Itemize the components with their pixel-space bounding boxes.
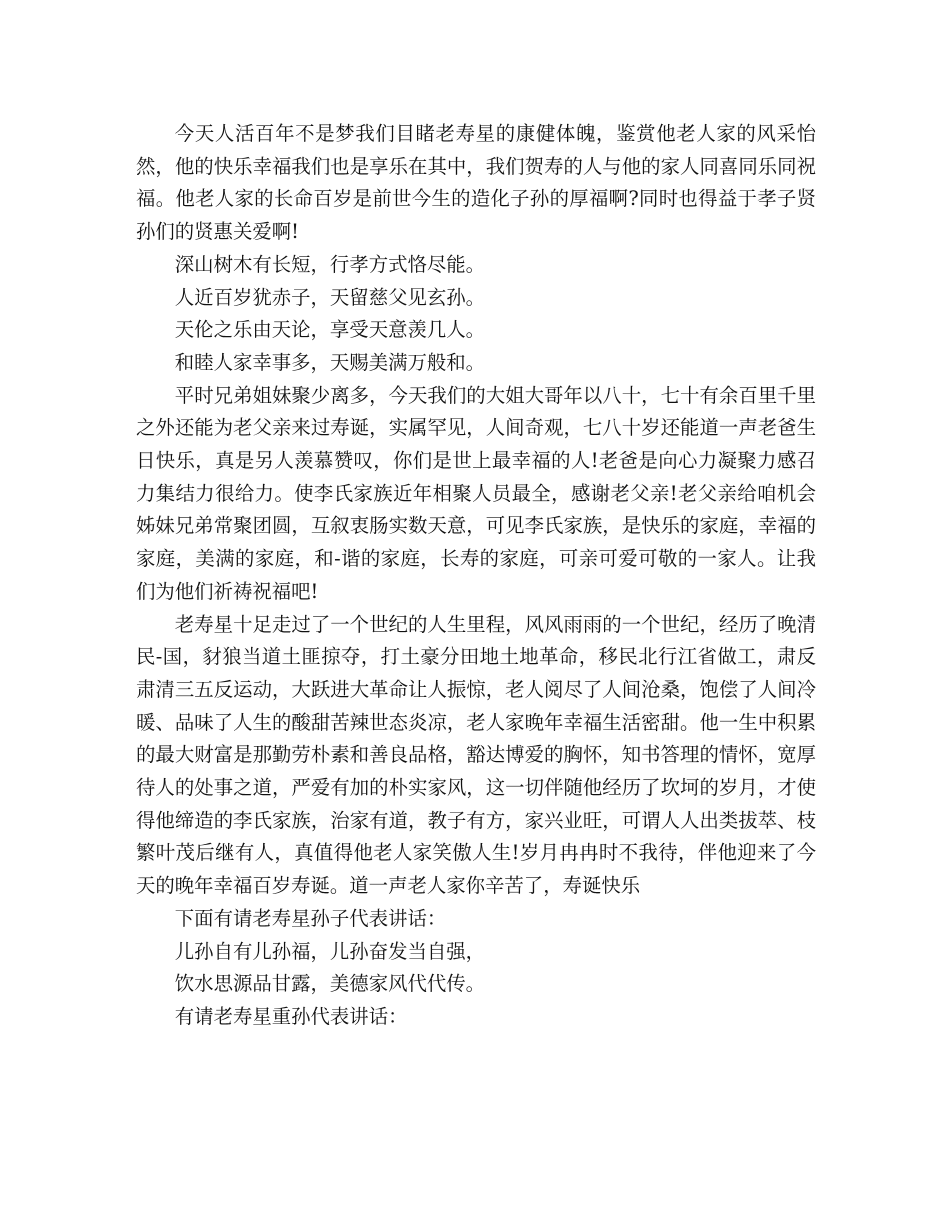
poem-line-1: 深山树木有长短，行孝方式恪尽能。 — [174, 252, 486, 276]
poem-line-4: 和睦人家幸事多，天赐美满万般和。 — [174, 350, 486, 374]
poem-line-2: 人近百岁犹赤子，天留慈父见玄孙。 — [174, 285, 486, 309]
poem-line-3: 天伦之乐由天论，享受天意羡几人。 — [174, 318, 486, 342]
paragraph-life-story: 老寿星十足走过了一个世纪的人生里程，风风雨雨的一个世纪，经历了晚清民-国，豺狼当道土匪掠夺，打土豪分田地土地革命，移民北行江省做工，肃反肃清三五反运动，大跃进大革命让人振惊，老人阅尽了人间沧桑，饱偿了人间冷暖、品味了人生的酸甜苦辣世态炎凉，老人家晚年幸福生活密甜。他一生中积累的最大财富是那勤劳朴素和善良品格，豁达博爱的胸怀，知书答理的情怀，宽厚待人的处事之道，严爱有加的朴实家风，这一切伴随他经历了坎坷的岁月，才使得他缔造的李氏家族，治家有道，教子有方，家兴业旺，可谓人人出类拔萃、枝繁叶茂后继有人，真值得他老人家笑傲人生!岁月冉冉时不我待，伴他迎来了今天的晚年幸福百岁寿诞。道一声老人家你辛苦了，寿诞快乐 — [136, 612, 816, 898]
paragraph-family-reunion: 平时兄弟姐妹聚少离多，今天我们的大姐大哥年以八十，七十有余百里千里之外还能为老父亲来过寿诞，实属罕见，人间奇观，七八十岁还能道一声老爸生日快乐，真是另人羡慕赞叹，你们是世上最幸福的人!老爸是向心力凝聚力感召力集结力很给力。使李氏家族近年相聚人员最全，感谢老父亲!老父亲给咱机会姊妹兄弟常聚团圆，互叙衷肠实数天意，可见李氏家族，是快乐的家庭，幸福的家庭，美满的家庭，和-谐的家庭，长寿的家庭，可亲可爱可敬的一家人。让我们为他们祈祷祝福吧! — [136, 383, 816, 603]
couplet-line-1: 儿孙自有儿孙福，儿孙奋发当自强， — [174, 939, 486, 963]
grandson-speech-intro: 下面有请老寿星孙子代表讲话： — [174, 906, 447, 930]
document-body — [136, 118, 816, 1034]
couplet-line-2: 饮水思源品甘露，美德家风代代传。 — [174, 972, 486, 996]
paragraph-greeting: 今天人活百年不是梦我们目睹老寿星的康健体魄，鉴赏他老人家的风采怡然，他的快乐幸福我们也是享乐在其中，我们贺寿的人与他的家人同喜同乐同祝福。他老人家的长命百岁是前世今生的造化子孙的厚福啊?同时也得益于孝子贤孙们的贤惠关爱啊! — [136, 122, 816, 244]
great-grandson-speech-intro: 有请老寿星重孙代表讲话： — [174, 1004, 408, 1028]
